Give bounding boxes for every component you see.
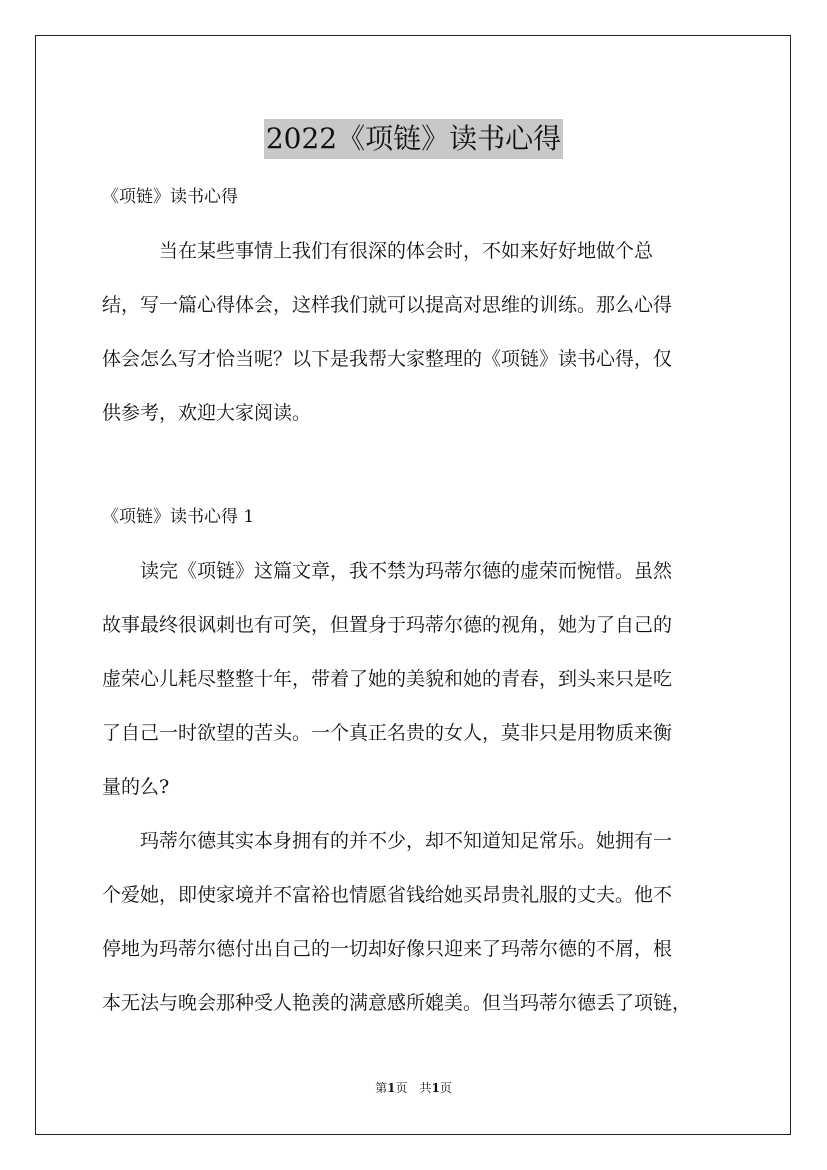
document-title: 2022《项链》读书心得	[264, 119, 563, 159]
intro-line: 供参考，欢迎大家阅读。	[102, 402, 312, 424]
page-total: 1	[431, 1081, 440, 1095]
paragraph-line: 读完《项链》这篇文章，我不禁为玛蒂尔德的虚荣而惋惜。虽然	[102, 560, 673, 582]
paragraph-line: 了自己一时欲望的苦头。一个真正名贵的女人，莫非只是用物质来衡	[102, 722, 673, 744]
paragraph-line: 停地为玛蒂尔德付出自己的一切却好像只迎来了玛蒂尔德的不屑，根	[102, 938, 673, 960]
section-gap	[102, 440, 728, 490]
paragraph-line: 故事最终很讽刺也有可笑，但置身于玛蒂尔德的视角，她为了自己的	[102, 614, 673, 636]
paragraph-line: 本无法与晚会那种受人艳羡的满意感所媲美。但当玛蒂尔德丢了项链，	[102, 992, 692, 1014]
intro-line: 结，写一篇心得体会，这样我们就可以提高对思维的训练。那么心得	[102, 294, 673, 316]
page-prefix: 第	[375, 1081, 388, 1095]
paragraph-line: 量的么?	[102, 776, 170, 798]
page-mid: 页 共	[395, 1081, 432, 1095]
page-footer	[0, 1080, 827, 1096]
section-heading: 《项链》读书心得 1	[102, 507, 255, 527]
paragraph-line: 虚荣心儿耗尽整整十年，带着了她的美貌和她的青春，到头来只是吃	[102, 668, 673, 690]
intro-line: 体会怎么写才恰当呢？以下是我帮大家整理的《项链》读书心得，仅	[102, 348, 673, 370]
subtitle: 《项链》读书心得	[102, 187, 238, 207]
intro-line: 当在某些事情上我们有很深的体会时，不如来好好地做个总	[102, 240, 654, 262]
page-suffix: 页	[439, 1081, 452, 1095]
title-container	[0, 100, 827, 178]
document-body	[102, 170, 728, 1030]
page-number: 1	[387, 1081, 396, 1095]
paragraph-line: 个爱她，即使家境并不富裕也情愿省钱给她买昂贵礼服的丈夫。他不	[102, 884, 673, 906]
paragraph-line: 玛蒂尔德其实本身拥有的并不少，却不知道知足常乐。她拥有一	[102, 830, 673, 852]
